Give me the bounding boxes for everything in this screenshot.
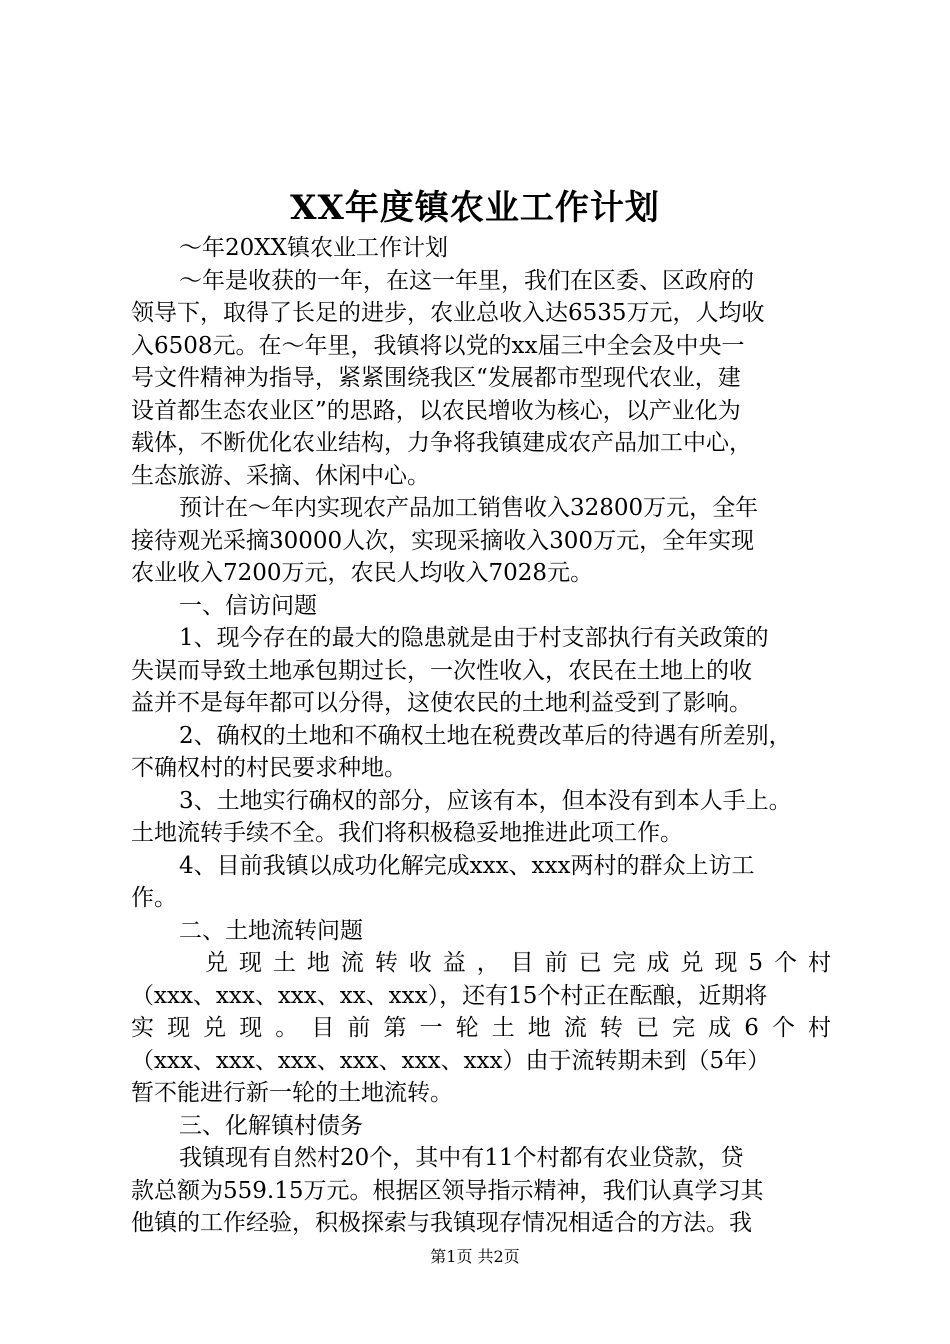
text-line: 失误而导致土地承包期过长，一次性收入，农民在土地上的收 [131,657,752,684]
text-line: 他镇的工作经验，积极探索与我镇现存情况相适合的方法。我 [131,1210,752,1236]
text-line: （xxx、xxx、xxx、xx、xxx），还有15个村正在酝酿，近期将 [131,982,768,1009]
text-line: 兑现土地流转收益，目前已完成兑现5个村 [205,950,831,976]
text-line: ～年20XX镇农业工作计划 [179,235,449,261]
section-heading: 三、化解镇村债务 [179,1112,363,1139]
document-title: XX年度镇农业工作计划 [290,188,660,228]
text-line: 接待观光采摘30000人次，实现采摘收入300万元，全年实现 [131,527,755,554]
text-line: 不确权村的村民要求种地。 [131,755,407,781]
text-line: 暂不能进行新一轮的土地流转。 [131,1080,453,1106]
text-line: 生态旅游、采摘、休闲中心。 [131,462,430,489]
section-heading: 二、土地流转问题 [179,917,363,944]
page-footer: 第1页 共2页 [430,1247,520,1266]
text-line: 设首都生态农业区”的思路，以农民增收为核心，以产业化为 [131,397,741,424]
document-body [131,232,831,1240]
text-line: 预计在～年内实现农产品加工销售收入32800万元，全年 [179,495,759,521]
text-line: 4、目前我镇以成功化解完成xxx、xxx两村的群众上访工 [179,852,755,879]
text-line: 领导下，取得了长足的进步，农业总收入达6535万元，人均收 [131,300,765,326]
text-line: ～年是收获的一年，在这一年里，我们在区委、区政府的 [179,267,754,294]
text-line: （xxx、xxx、xxx、xxx、xxx、xxx）由于流转期未到（5年） [131,1047,771,1074]
section-heading: 一、信访问题 [179,592,317,619]
text-line: 农业收入7200万元，农民人均收入7028元。 [131,560,594,586]
text-line: 作。 [131,885,177,911]
text-line: 3、土地实行确权的部分，应该有本，但本没有到本人手上。 [179,787,792,814]
text-line: 我镇现有自然村20个，其中有11个村都有农业贷款，贷 [179,1145,744,1171]
text-line: 实现兑现。目前第一轮土地流转已完成6个村 [131,1015,831,1041]
text-line: 1、现今存在的最大的隐患就是由于村支部执行有关政策的 [179,625,769,651]
text-line: 款总额为559.15万元。根据区领导指示精神，我们认真学习其 [131,1177,764,1204]
text-line: 2、确权的土地和不确权土地在税费改革后的待遇有所差别， [179,722,792,749]
text-line: 益并不是每年都可以分得，这使农民的土地利益受到了影响。 [131,690,752,716]
text-line: 土地流转手续不全。我们将积极稳妥地推进此项工作。 [131,820,683,846]
text-line: 号文件精神为指导，紧紧围绕我区“发展都市型现代农业，建 [131,365,741,391]
text-line: 入6508元。在～年里，我镇将以党的xx届三中全会及中央一 [131,332,745,359]
text-line: 载体，不断优化农业结构，力争将我镇建成农产品加工中心， [131,430,752,456]
